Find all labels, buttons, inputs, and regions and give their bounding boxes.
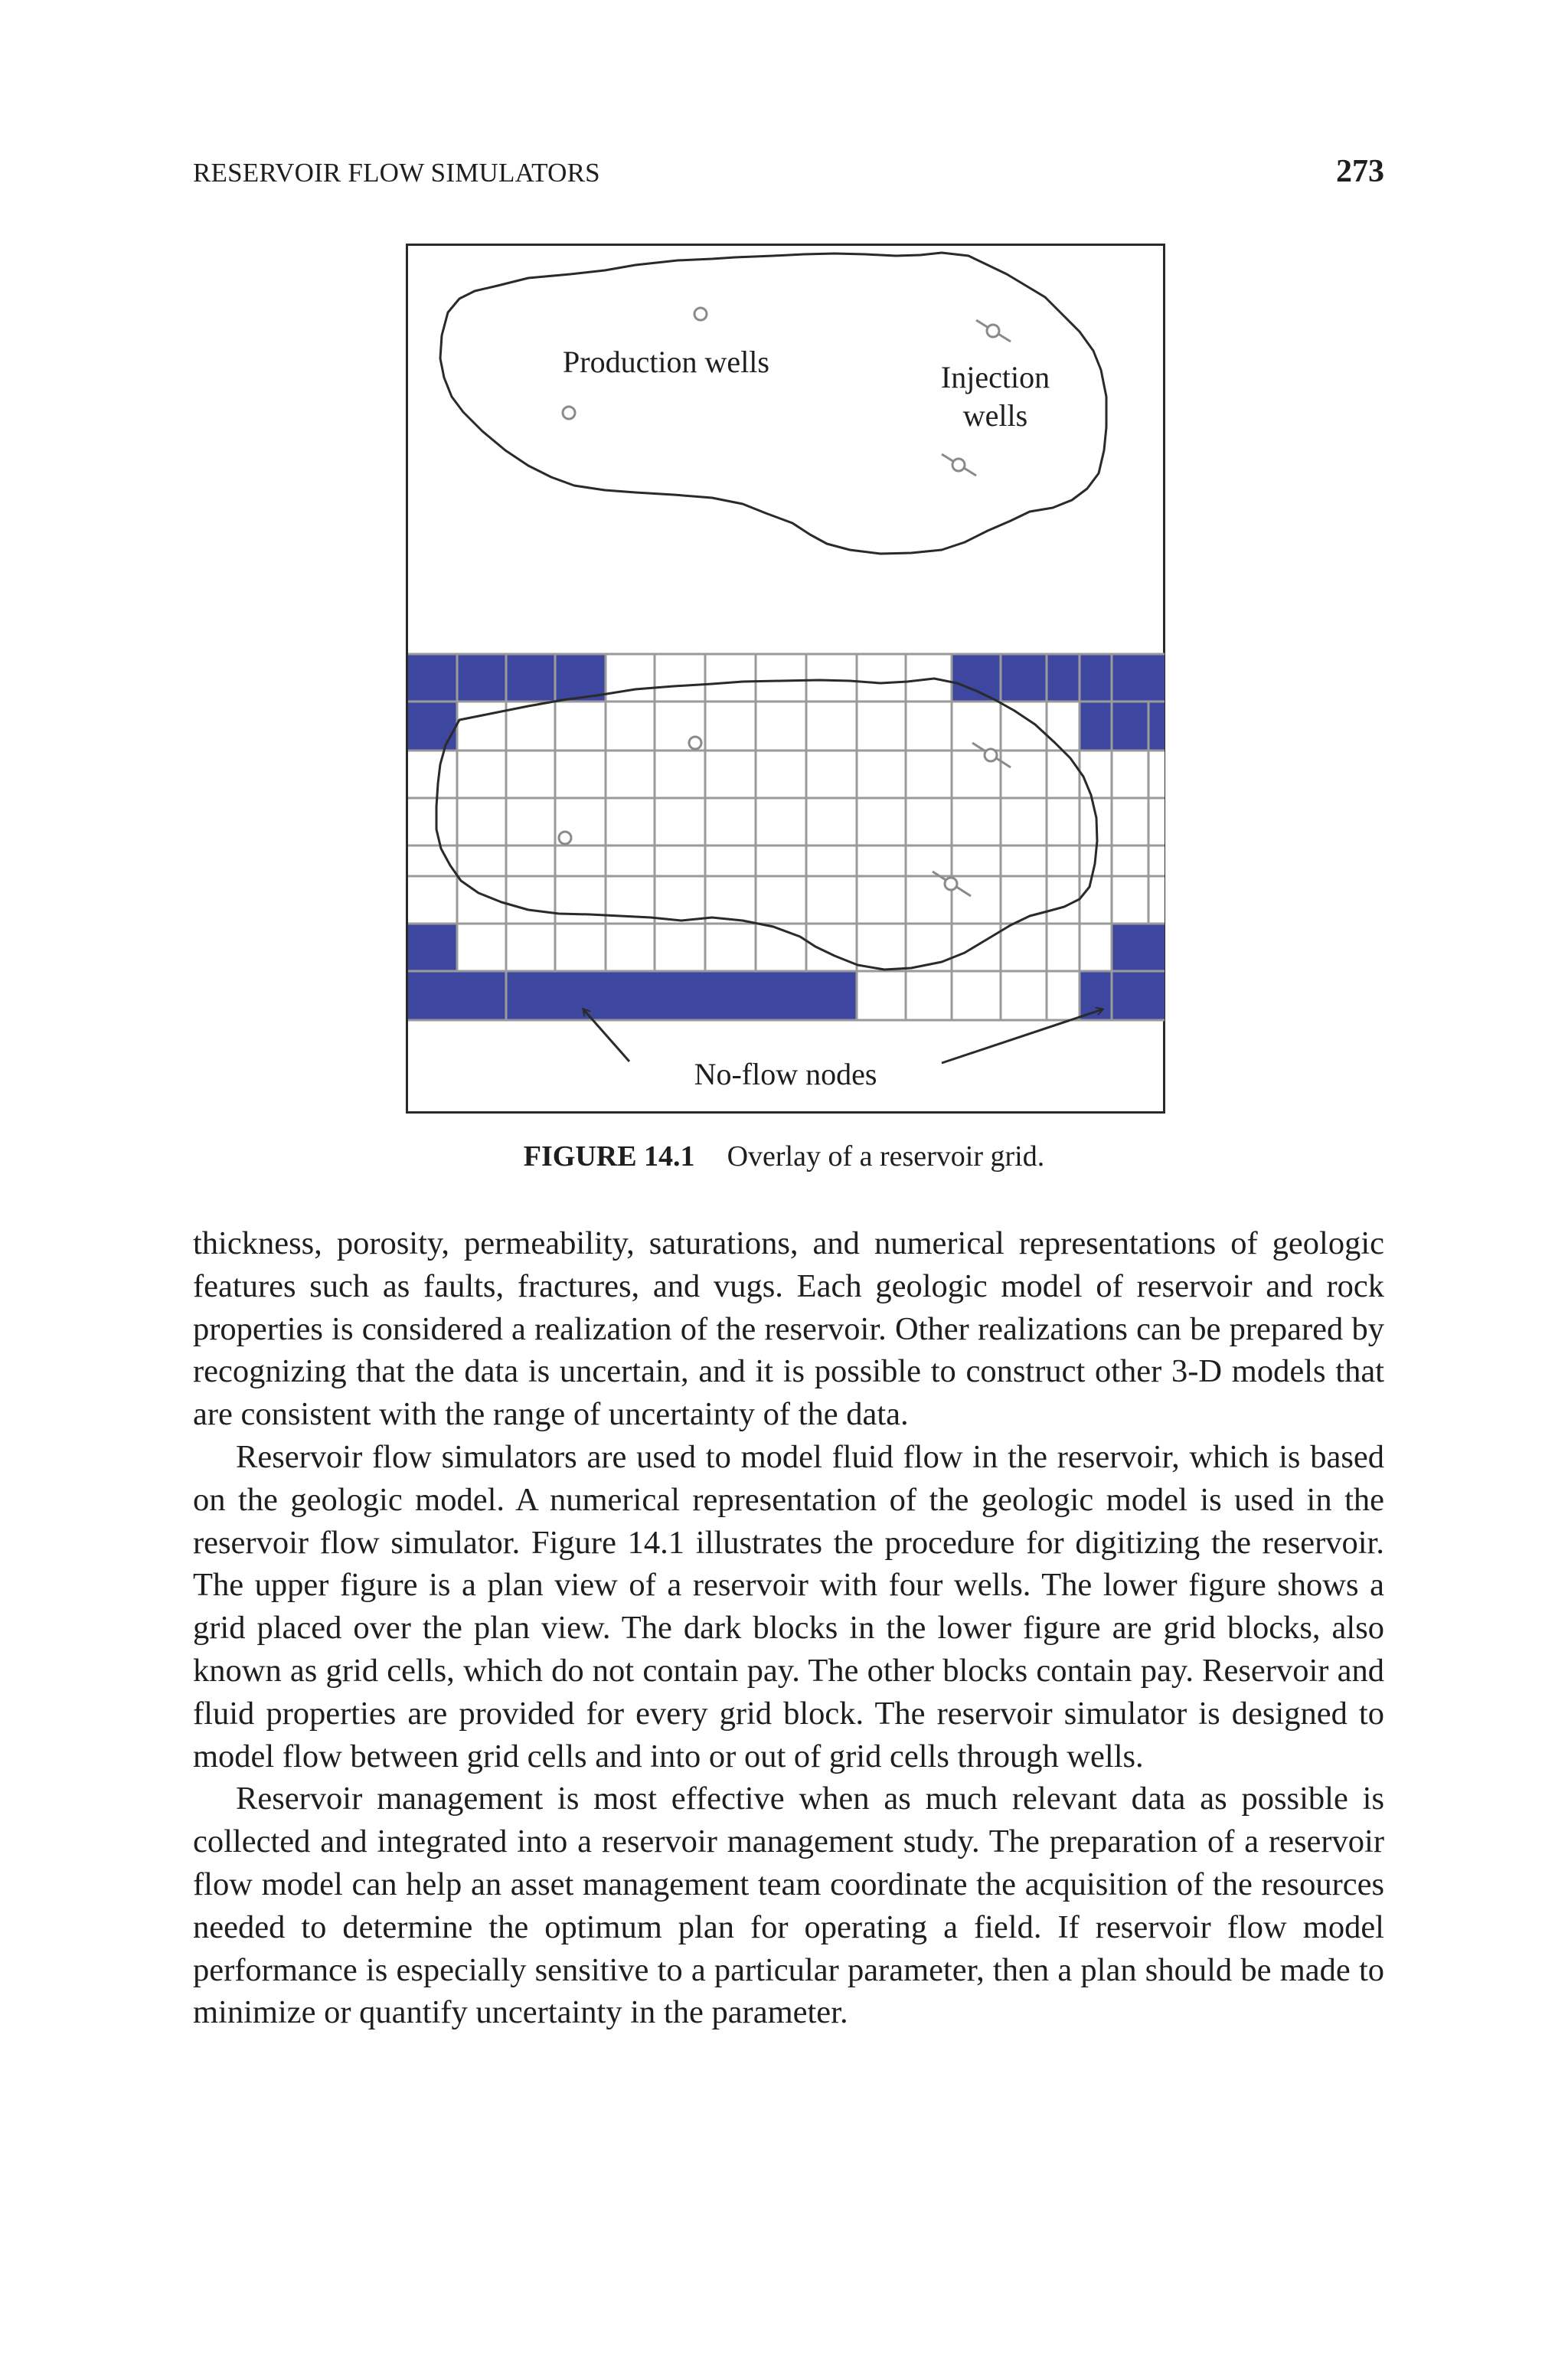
no-flow-block xyxy=(1112,924,1165,971)
injection-wells-label-line2: wells xyxy=(962,398,1028,433)
body-text xyxy=(193,1222,1384,2034)
production-wells-label: Production wells xyxy=(563,345,769,379)
running-title: RESERVOIR FLOW SIMULATORS xyxy=(193,158,600,188)
no-flow-block xyxy=(457,971,857,1020)
paragraph: thickness, porosity, permeability, saturations, and numerical representations of geologic features such as faults, fractures, and vugs. Each geologic model of reservoir and rock properties is considered a realization of the reservoir. Other realizations can be prepared by recognizing that the data is uncertain, and it is possible to construct other 3-D models that are consistent with the range of uncertainty of the data. xyxy=(193,1225,1384,1433)
reservoir-figure xyxy=(406,244,1165,1114)
no-flow-block xyxy=(1080,702,1165,751)
no-flow-block xyxy=(408,702,457,751)
running-head xyxy=(193,153,1384,191)
paragraph: Reservoir management is most effective when as much relevant data as possible is collected and integrated into a reservoir management study. The preparation of a reservoir flow model can help an asset management team coordinate the acquisition of the resources needed to determine the optimum plan for operating a field. If reservoir flow model performance is especially sensitive to a particular parameter, then a plan should be made to minimize or quantify uncertainty in the parameter. xyxy=(193,1781,1384,2031)
paragraph: Reservoir flow simulators are used to model fluid flow in the reservoir, which is based on the geologic model. A numerical representation of the geologic model is used in the reservoir flow simulator. Figure 14.1 illustrates the procedure for digitizing the reservoir. The upper figure is a plan view of a reservoir with four wells. The lower figure shows a grid placed over the plan view. The dark blocks in the lower figure are grid blocks, also known as grid cells, which do not contain pay. The other blocks contain pay. Reservoir and fluid properties are provided for every grid block. The reservoir simulator is designed to model flow between grid cells and into or out of grid cells through wells. xyxy=(193,1438,1384,1774)
production-well-icon xyxy=(559,832,571,844)
no-flow-nodes-label: No-flow nodes xyxy=(694,1057,877,1091)
injection-wells-label-line1: Injection xyxy=(940,360,1050,394)
caption-label: FIGURE 14.1 xyxy=(523,1140,695,1173)
caption-text: Overlay of a reservoir grid. xyxy=(727,1140,1045,1173)
reservoir-grid xyxy=(408,654,1165,1020)
figure-caption xyxy=(0,1140,1568,1173)
production-well-icon xyxy=(689,737,701,749)
page-number: 273 xyxy=(1336,154,1384,189)
figure-14-1 xyxy=(406,244,1165,1114)
